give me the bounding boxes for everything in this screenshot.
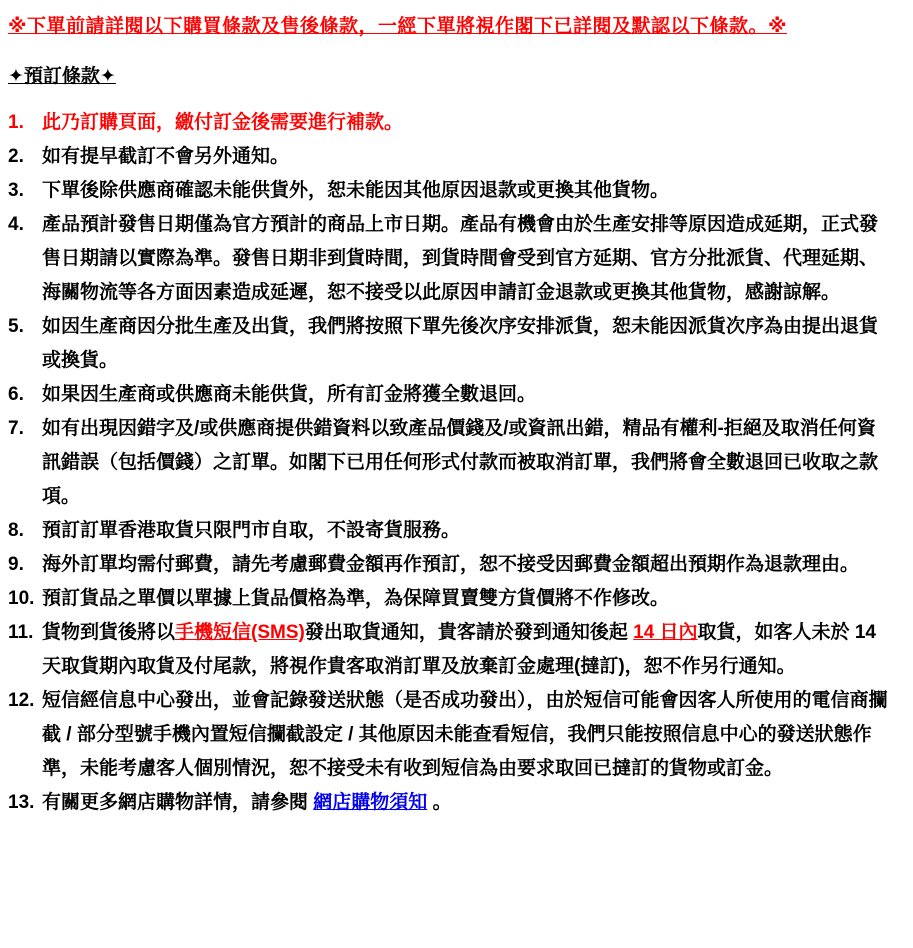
- purchase-notice-header: ※下單前請詳閱以下購買條款及售後條款，一經下單將視作閣下已詳閱及默認以下條款。※: [8, 16, 787, 37]
- text-segment: 預訂貨品之單價以單據上貨品價格為準，為保障買賣雙方貨價將不作修改。: [42, 588, 670, 609]
- text-segment: 短信經信息中心發出，並會記錄發送狀態（是否成功發出），由於短信可能會因客人所使用的電信商攔截 / 部分型號手機內置短信攔截設定 / 其他原因未能查看短信，我們只能按照信息中心的發送狀態作準，未能考慮客人個別情況，恕不接受未有收到短信為由要求取回已撻訂的貨物或訂金。: [42, 690, 888, 779]
- text-segment: 貨物到貨後將以: [42, 622, 176, 643]
- item-text: [42, 174, 891, 208]
- item-text: [42, 412, 891, 514]
- text-segment: 取貨，如客人未於 14 天取貨期內取貨及付尾款，將視作貴客取消訂單及放棄訂金處理(撻訂)，恕不作另行通知。: [42, 622, 876, 677]
- text-segment: 有關更多網店購物詳情，請參閱: [42, 792, 314, 813]
- terms-list: [8, 106, 891, 820]
- text-segment: 海外訂單均需付郵費，請先考慮郵費金額再作預訂，恕不接受因郵費金額超出預期作為退款理由。: [42, 554, 860, 575]
- terms-item-7: [8, 412, 891, 514]
- shop-guide-link[interactable]: 網店購物須知: [313, 792, 428, 813]
- terms-item-8: [8, 514, 891, 548]
- item-number: 8.: [8, 520, 24, 541]
- terms-item-4: [8, 208, 891, 310]
- terms-item-9: [8, 548, 891, 582]
- terms-item-2: [8, 140, 891, 174]
- terms-item-5: [8, 310, 891, 378]
- item-text: [42, 514, 891, 548]
- terms-item-12: [8, 684, 891, 786]
- text-segment: 產品預計發售日期僅為官方預計的商品上市日期。產品有機會由於生產安排等原因造成延期，正式發售日期請以實際為準。發售日期非到貨時間，到貨時間會受到官方延期、官方分批派貨、代理延期、海關物流等各方面因素造成延遲，恕不接受以此原因申請訂金退款或更換其他貨物，感謝諒解。: [42, 214, 879, 303]
- text-segment: 如果因生產商或供應商未能供貨，所有訂金將獲全數退回。: [42, 384, 537, 405]
- item-text: [42, 786, 891, 820]
- item-number: 2.: [8, 146, 24, 167]
- text-segment: 如有出現因錯字及/或供應商提供錯資料以致產品價錢及/或資訊出錯，精品有權利-拒絕及取消任何資訊錯誤（包括價錢）之訂單。如閣下已用任何形式付款而被取消訂單，我們將會全數退回已收取之款項。: [42, 418, 879, 507]
- item-text: [42, 378, 891, 412]
- terms-item-11: [8, 616, 891, 684]
- terms-item-13: [8, 786, 891, 820]
- item-text: [42, 140, 891, 174]
- text-segment: 發出取貨通知，貴客請於發到通知後起: [304, 622, 634, 643]
- item-number: 6.: [8, 384, 24, 405]
- section-title-preorder-terms: ✦預訂條款✦: [8, 66, 116, 87]
- item-number: 3.: [8, 180, 24, 201]
- text-segment: 預訂訂單香港取貨只限門市自取，不設寄貨服務。: [42, 520, 461, 541]
- text-segment: 下單後除供應商確認未能供貨外，恕未能因其他原因退款或更換其他貨物。: [42, 180, 670, 201]
- item-number: 13.: [8, 792, 35, 813]
- item-text: [42, 684, 891, 786]
- text-segment: 如有提早截訂不會另外通知。: [42, 146, 290, 167]
- item-text: [42, 208, 891, 310]
- item-number: 12.: [8, 690, 35, 711]
- item-text: [42, 582, 891, 616]
- terms-item-6: [8, 378, 891, 412]
- text-segment: 14 日內: [633, 622, 698, 643]
- terms-item-3: [8, 174, 891, 208]
- text-segment: 如因生產商因分批生產及出貨，我們將按照下單先後次序安排派貨，恕未能因派貨次序為由提出退貨或換貨。: [42, 316, 879, 371]
- terms-item-1: [8, 106, 891, 140]
- item-number: 4.: [8, 214, 24, 235]
- item-number: 5.: [8, 316, 24, 337]
- text-segment: 手機短信(SMS): [175, 622, 305, 643]
- text-segment: 。: [427, 792, 452, 813]
- item-text: [42, 106, 891, 140]
- item-number: 9.: [8, 554, 24, 575]
- item-number: 1.: [8, 112, 24, 133]
- item-text: [42, 616, 891, 684]
- item-text: [42, 548, 891, 582]
- terms-item-10: [8, 582, 891, 616]
- item-number: 7.: [8, 418, 24, 439]
- item-number: 10.: [8, 588, 35, 609]
- item-text: [42, 310, 891, 378]
- text-segment: 此乃訂購頁面，繳付訂金後需要進行補款。: [42, 112, 404, 133]
- item-number: 11.: [8, 622, 34, 643]
